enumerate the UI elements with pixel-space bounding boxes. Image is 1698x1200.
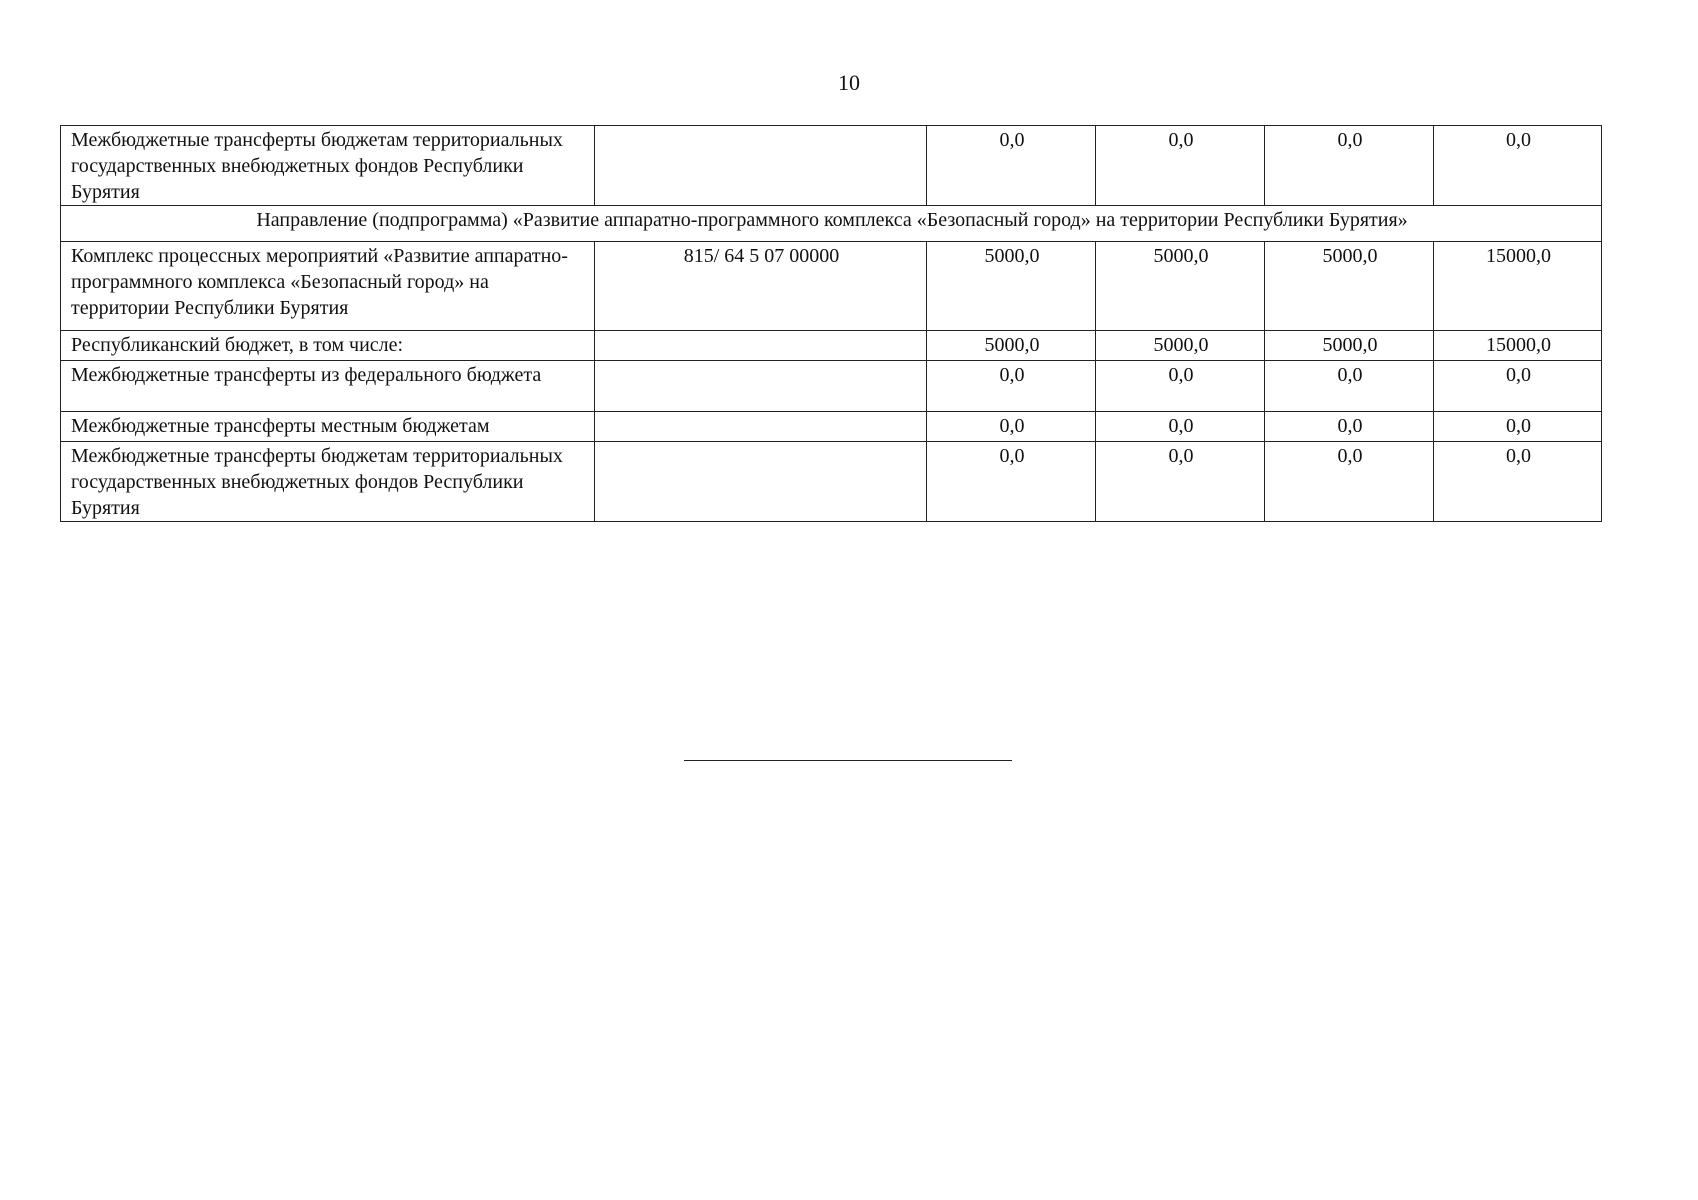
row-value: 0,0	[1434, 442, 1602, 522]
row-value: 5000,0	[1265, 242, 1434, 331]
table-row	[61, 242, 1602, 331]
budget-table	[60, 125, 1602, 522]
row-name: Республиканский бюджет, в том числе:	[61, 331, 595, 361]
row-value: 0,0	[1434, 126, 1602, 206]
row-value: 0,0	[927, 412, 1096, 442]
row-value: 0,0	[927, 126, 1096, 206]
page-number: 10	[838, 70, 860, 95]
row-name: Межбюджетные трансферты бюджетам территориальных государственных внебюджетных фондов Республики Бурятия	[61, 442, 595, 522]
row-value: 0,0	[927, 361, 1096, 412]
row-value: 0,0	[1265, 361, 1434, 412]
table-row	[61, 361, 1602, 412]
row-value: 0,0	[927, 442, 1096, 522]
row-value: 0,0	[1265, 442, 1434, 522]
row-value: 5000,0	[927, 331, 1096, 361]
row-name: Межбюджетные трансферты из федерального бюджета	[61, 361, 595, 412]
row-name: Комплекс процессных мероприятий «Развитие аппаратно-программного комплекса «Безопасный город» на территории Республики Бурятия	[61, 242, 595, 331]
row-value: 5000,0	[1096, 242, 1265, 331]
table-row	[61, 442, 1602, 522]
row-value: 5000,0	[1096, 331, 1265, 361]
section-row	[61, 206, 1602, 242]
section-title: Направление (подпрограмма) «Развитие аппаратно-программного комплекса «Безопасный город» на территории Республики Бурятия»	[61, 206, 1602, 242]
row-value: 0,0	[1096, 361, 1265, 412]
row-value: 0,0	[1096, 442, 1265, 522]
row-code	[595, 361, 927, 412]
row-code	[595, 126, 927, 206]
row-value: 0,0	[1096, 412, 1265, 442]
row-name: Межбюджетные трансферты бюджетам территориальных государственных внебюджетных фондов Республики Бурятия	[61, 126, 595, 206]
row-value: 15000,0	[1434, 242, 1602, 331]
row-value: 0,0	[1434, 412, 1602, 442]
table-row	[61, 412, 1602, 442]
row-value: 0,0	[1096, 126, 1265, 206]
row-value: 0,0	[1265, 126, 1434, 206]
row-code	[595, 412, 927, 442]
document-end-divider	[684, 760, 1012, 761]
row-value: 5000,0	[1265, 331, 1434, 361]
table-row	[61, 331, 1602, 361]
row-name: Межбюджетные трансферты местным бюджетам	[61, 412, 595, 442]
row-value: 5000,0	[927, 242, 1096, 331]
row-value: 15000,0	[1434, 331, 1602, 361]
row-value: 0,0	[1265, 412, 1434, 442]
row-code	[595, 442, 927, 522]
table-row	[61, 126, 1602, 206]
row-code	[595, 331, 927, 361]
row-value: 0,0	[1434, 361, 1602, 412]
row-code: 815/ 64 5 07 00000	[595, 242, 927, 331]
